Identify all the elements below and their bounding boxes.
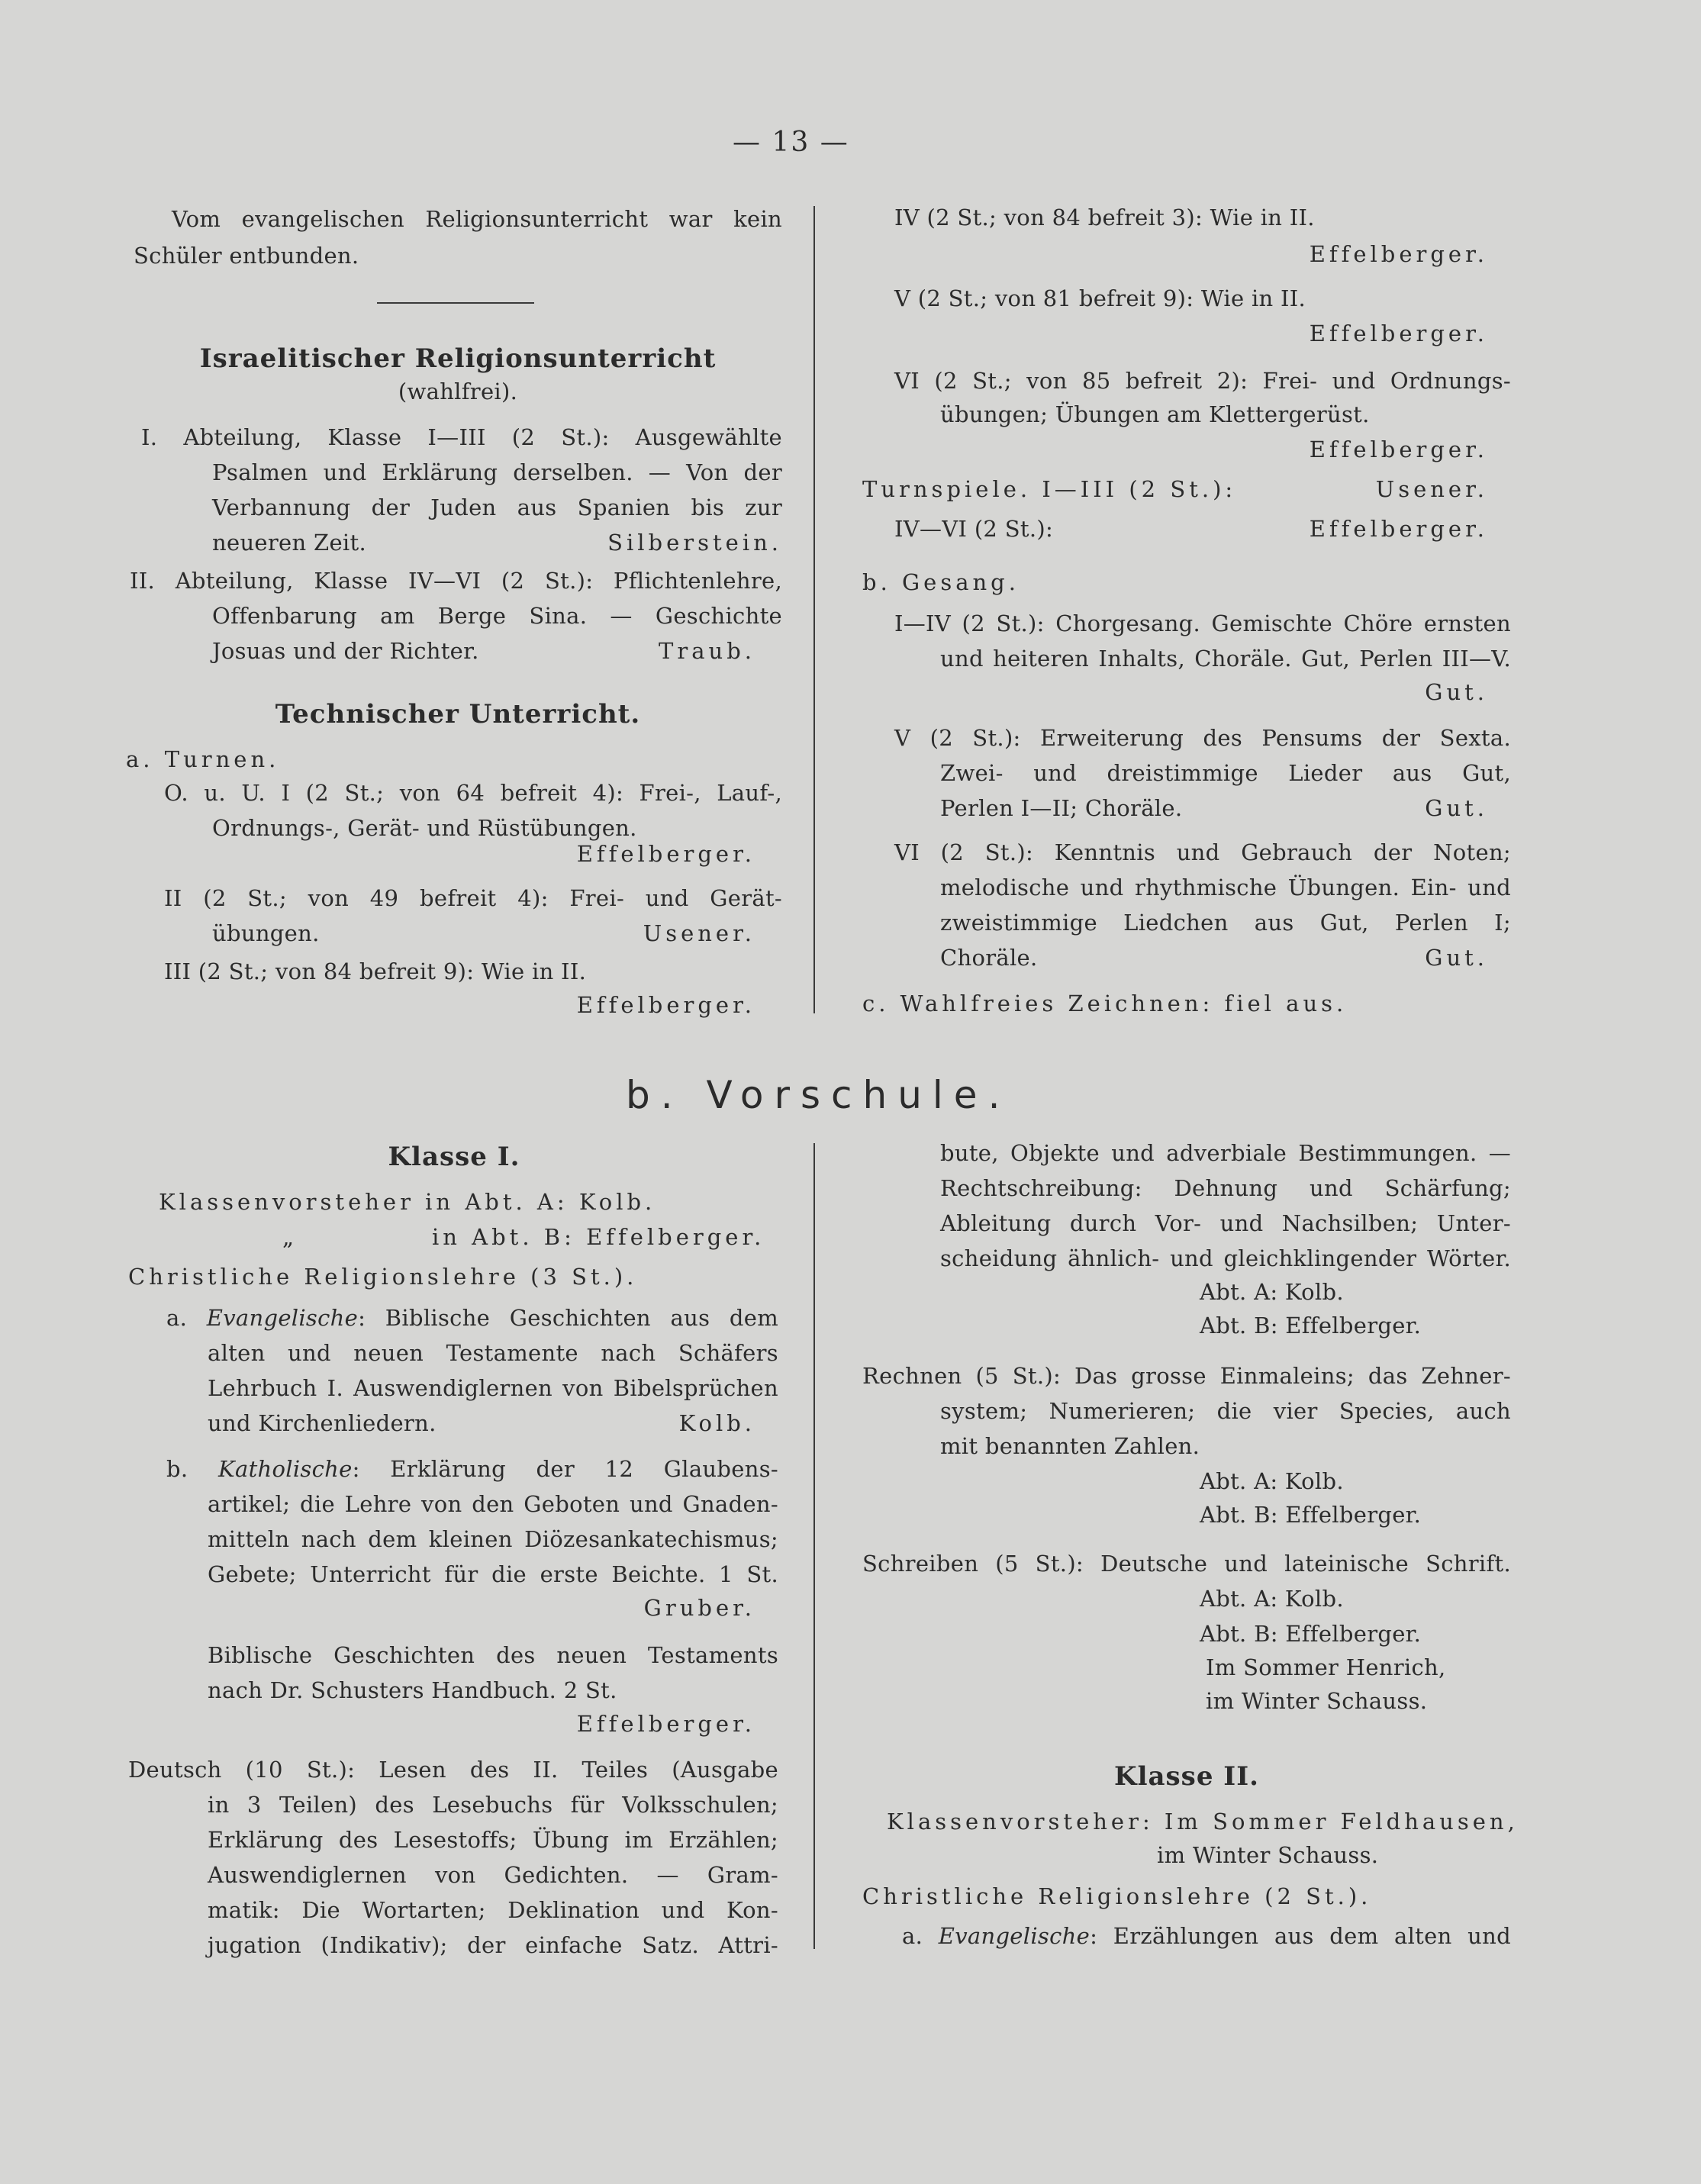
bottom-left-line: Christliche Religionslehre (3 St.). [128,1264,638,1290]
bottom-left-line: Klassenvorsteher in Abt. A: Kolb. [159,1189,656,1215]
bottom-right-line: system; Numerieren; die vier Species, auch [940,1398,1511,1424]
top-right-line: übungen; Übungen am Klettergerüst. [940,401,1370,427]
bottom-right-line: Im Sommer Henrich, [1206,1654,1446,1680]
top-left-line: Effelberger. [576,992,755,1018]
top-left-line: Vom evangelischen Religionsunterricht war kein [172,206,782,232]
bottom-left-line: alten und neuen Testamente nach Schäfers [208,1340,778,1366]
bottom-left-line: mitteln nach dem kleinen Diözesankatechismus; [208,1526,778,1552]
top-right-line: V (2 St.): Erweiterung des Pensums der Sexta. [894,725,1511,751]
bottom-right-line: scheidung ähnlich- und gleichklingender Wörter. [940,1245,1511,1271]
bottom-left-line: Auswendiglernen von Gedichten. — Gram- [208,1862,778,1888]
top-right-line: Effelberger. [1309,516,1488,542]
top-right-line: Usener. [1375,476,1488,502]
top-right-line: V (2 St.; von 81 befreit 9): Wie in II. [894,285,1306,311]
bottom-left-line: a. Evangelische: Biblische Geschichten aus dem [166,1305,778,1331]
top-right-line: VI (2 St.; von 85 befreit 2): Frei- und Ordnungs- [894,368,1511,394]
top-left-line: a. Turnen. [126,746,280,772]
top-left-line: III (2 St.; von 84 befreit 9): Wie in II. [164,958,587,984]
bottom-right-line: Abt. A: Kolb. [1200,1586,1344,1612]
bottom-right-line: Christliche Religionslehre (2 St.). [862,1883,1372,1909]
top-right-line: Gut. [1425,679,1488,705]
bottom-right-line: Rechnen (5 St.): Das grosse Einmaleins; das Zehner- [862,1363,1511,1389]
top-left-heading: Israelitischer Religionsunterricht [199,343,717,374]
top-right-line: Turnspiele. I—III (2 St.): [862,476,1237,502]
bottom-left-line: in Abt. B: Effelberger. [432,1224,765,1250]
bottom-left-line: Lehrbuch I. Auswendiglernen von Bibelsprüchen [208,1375,778,1401]
bottom-right-line: Schreiben (5 St.): Deutsche und lateinische Schrift. [862,1551,1511,1577]
bottom-right-line: Abt. A: Kolb. [1200,1468,1344,1494]
top-right-line: Effelberger. [1309,321,1488,346]
bottom-left-line: jugation (Indikativ); der einfache Satz. Attri- [208,1932,778,1958]
bottom-right-line: Abt. B: Effelberger. [1200,1621,1422,1647]
top-left-line: Offenbarung am Berge Sina. — Geschichte [212,603,782,629]
top-right-line: und heiteren Inhalts, Choräle. Gut, Perlen III—V. [940,646,1511,672]
top-right-line: melodische und rhythmische Übungen. Ein- und [940,875,1511,900]
top-left-line: O. u. U. I (2 St.; von 64 befreit 4): Frei-, Lauf-, [164,780,782,806]
top-left-line: Josuas und der Richter. [212,638,479,664]
top-left-line: Psalmen und Erklärung derselben. — Von der [212,459,782,485]
bottom-right-line: Abt. A: Kolb. [1200,1279,1344,1305]
top-right-line: zweistimmige Liedchen aus Gut, Perlen I; [940,910,1511,936]
column-divider-bottom [813,1143,815,1949]
top-left-line: Schüler entbunden. [134,243,359,269]
bottom-right-line: Rechtschreibung: Dehnung und Schärfung; [940,1175,1511,1201]
top-right-line: Choräle. [940,945,1038,971]
top-left-line: II (2 St.; von 49 befreit 4): Frei- und Gerät- [164,885,782,911]
bottom-left-line: b. Katholische: Erklärung der 12 Glaubens- [166,1456,778,1482]
section-divider [377,302,534,304]
bottom-right-line: Klassenvorsteher: Im Sommer Feldhausen, [887,1809,1519,1834]
bottom-left-line: Gebete; Unterricht für die erste Beichte. 1 St. [208,1561,778,1587]
bottom-left-line: „ [282,1224,295,1250]
bottom-left-line: Gruber. [643,1595,755,1621]
bottom-right-line: Abt. B: Effelberger. [1200,1313,1422,1338]
bottom-right-heading: Klasse II. [1114,1761,1259,1792]
top-right-line: I—IV (2 St.): Chorgesang. Gemischte Chöre ernsten [894,610,1511,636]
top-right-line: IV (2 St.; von 84 befreit 3): Wie in II. [894,205,1315,230]
top-right-line: VI (2 St.): Kenntnis und Gebrauch der Noten; [894,839,1511,865]
bottom-right-line: Abt. B: Effelberger. [1200,1502,1422,1528]
bottom-left-line: Deutsch (10 St.): Lesen des II. Teiles (Ausgabe [128,1757,778,1783]
top-right-line: Gut. [1425,945,1488,971]
bottom-left-line: artikel; die Lehre von den Geboten und Gnaden- [208,1491,778,1517]
top-right-line: Effelberger. [1309,436,1488,462]
top-left-line: I. Abteilung, Klasse I—III (2 St.): Ausgewählte [141,424,782,450]
bottom-left-line: Effelberger. [576,1711,755,1737]
top-left-line: Ordnungs-, Gerät- und Rüstübungen. [212,815,637,841]
top-left-line: übungen. [212,920,320,946]
top-left-line: (wahlfrei). [398,378,518,404]
section-title: b. Vorschule. [626,1073,1011,1117]
bottom-right-line: mit benannten Zahlen. [940,1433,1200,1459]
page-number: — 13 — [733,127,849,158]
bottom-right-line: im Winter Schauss. [1157,1842,1379,1868]
top-right-line: Perlen I—II; Choräle. [940,795,1183,821]
bottom-left-line: in 3 Teilen) des Lesebuchs für Volksschulen; [208,1792,778,1818]
bottom-right-line: im Winter Schauss. [1206,1688,1428,1714]
top-left-line: Silberstein. [607,530,782,556]
top-right-line: c. Wahlfreies Zeichnen: fiel aus. [862,991,1348,1016]
bottom-left-line: und Kirchenliedern. [208,1410,437,1436]
top-right-line: Effelberger. [1309,241,1488,267]
bottom-left-line: Kolb. [678,1410,755,1436]
top-left-line: neueren Zeit. [212,530,366,556]
top-right-line: Zwei- und dreistimmige Lieder aus Gut, [940,760,1511,786]
bottom-left-line: matik: Die Wortarten; Deklination und Kon- [208,1897,778,1923]
top-right-line: IV—VI (2 St.): [894,516,1054,542]
top-left-heading: Technischer Unterricht. [275,699,641,730]
top-left-line: Usener. [643,920,755,946]
column-divider-top [813,206,815,1013]
bottom-left-heading: Klasse I. [388,1142,520,1172]
top-left-line: Verbannung der Juden aus Spanien bis zur [212,494,782,520]
bottom-right-line: a. Evangelische: Erzählungen aus dem alten und [902,1923,1511,1949]
top-left-line: Traub. [659,638,755,664]
bottom-left-line: nach Dr. Schusters Handbuch. 2 St. [208,1677,617,1703]
bottom-right-line: Ableitung durch Vor- und Nachsilben; Unter- [940,1210,1511,1236]
bottom-right-line: bute, Objekte und adverbiale Bestimmungen. — [940,1140,1511,1166]
bottom-left-line: Erklärung des Lesestoffs; Übung im Erzählen; [208,1827,778,1853]
top-right-line: Gut. [1425,795,1488,821]
top-right-line: b. Gesang. [862,569,1020,595]
top-left-line: Effelberger. [576,841,755,867]
bottom-left-line: Biblische Geschichten des neuen Testaments [208,1642,778,1668]
top-left-line: II. Abteilung, Klasse IV—VI (2 St.): Pflichtenlehre, [130,568,782,594]
